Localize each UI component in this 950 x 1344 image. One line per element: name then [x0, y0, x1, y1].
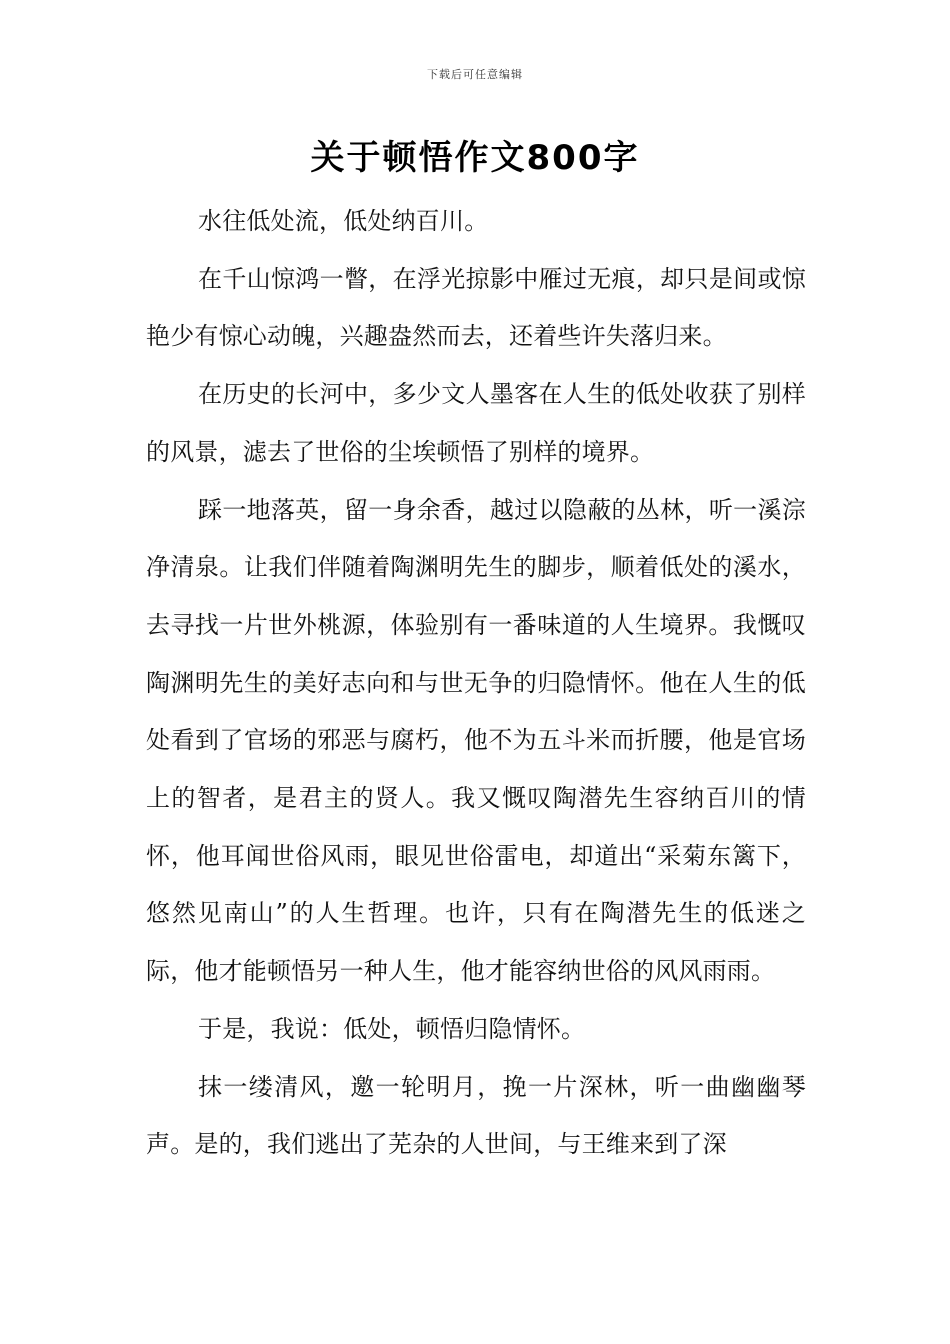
- article-body: [146, 193, 806, 1174]
- page-title: 关于顿悟作文800字: [310, 138, 640, 178]
- paragraph: 于是，我说：低处，顿悟归隐情怀。: [198, 1014, 586, 1043]
- paragraph: 抹一缕清风，邀一轮明月，挽一片深林，听一曲幽幽琴声。是的，我们逃出了芜杂的人世间，与王维来到了深: [146, 1072, 806, 1159]
- paragraph: 水往低处流，低处纳百川。: [198, 207, 489, 235]
- paragraph: 在千山惊鸿一瞥，在浮光掠影中雁过无痕，却只是间或惊艳少有惊心动魄，兴趣盎然而去，还着些许失落归来。: [146, 264, 806, 351]
- paragraph: 踩一地落英，留一身余香，越过以隐蔽的丛林，听一溪淙净清泉。让我们伴随着陶渊明先生的脚步，顺着低处的溪水，去寻找一片世外桃源，体验别有一番味道的人生境界。我慨叹陶渊明先生的美好志向和与世无争的归隐情怀。他在人生的低处看到了官场的邪恶与腐朽，他不为五斗米而折腰，他是官场上的智者，是君主的贤人。我又慨叹陶潜先生容纳百川的情怀，他耳闻世俗风雨，眼见世俗雷电，却道出“采菊东篱下，悠然见南山”的人生哲理。也许，只有在陶潜先生的低迷之际，他才能顿悟另一种人生，他才能容纳世俗的风风雨雨。: [146, 495, 806, 986]
- header-note: 下载后可任意编辑: [427, 68, 523, 81]
- paragraph: 在历史的长河中，多少文人墨客在人生的低处收获了别样的风景，滤去了世俗的尘埃顿悟了别样的境界。: [146, 380, 806, 466]
